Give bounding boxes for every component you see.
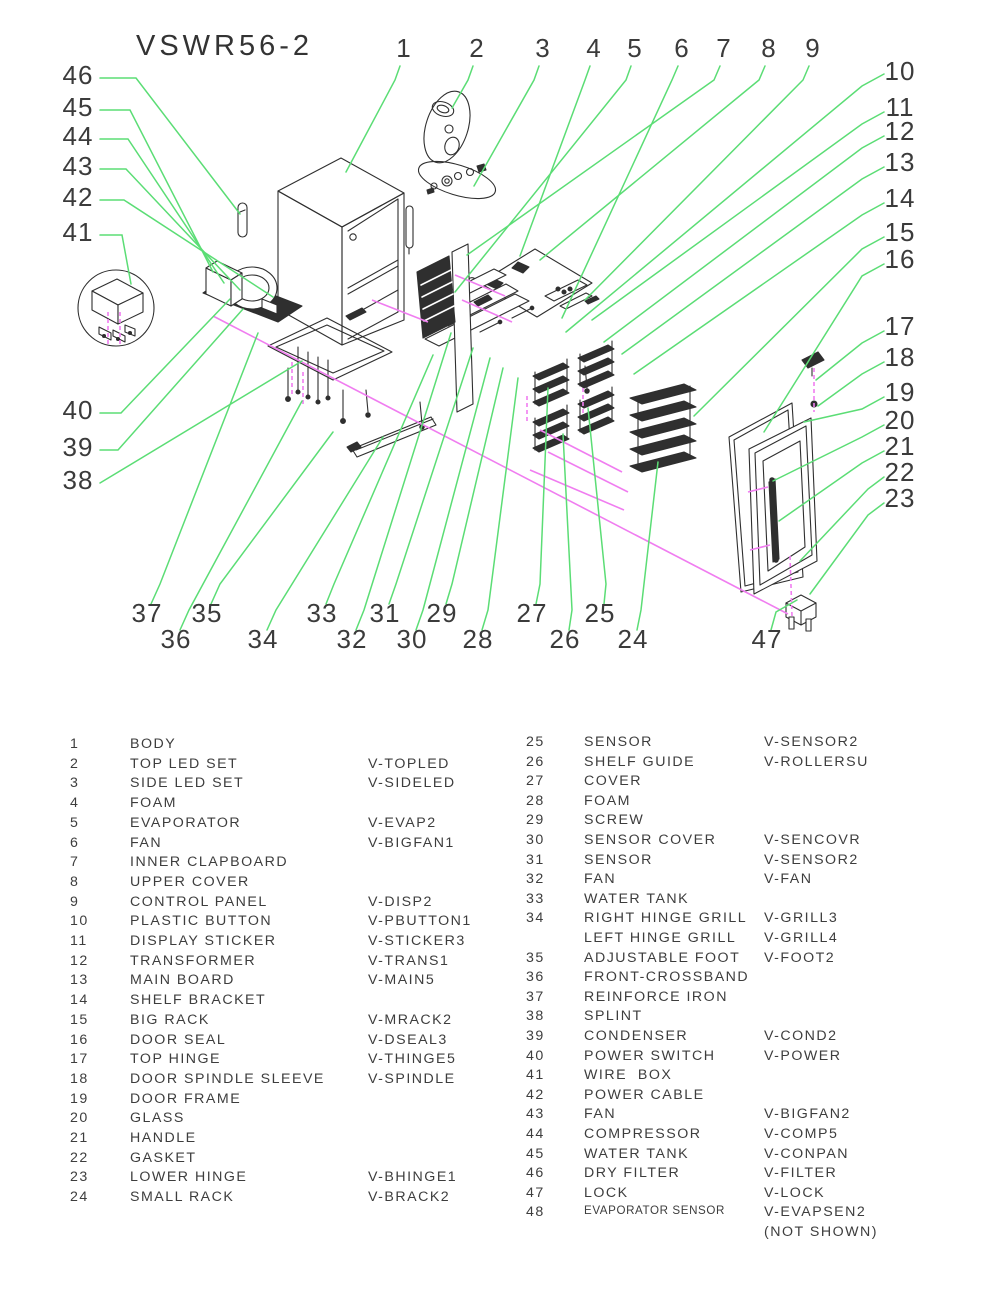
part-no-44: 44: [526, 1126, 545, 1142]
wire-box-detail: [78, 270, 154, 346]
part-code-5: V-EVAP2: [368, 814, 437, 831]
part-name-37: REINFORCE IRON: [584, 988, 728, 1005]
part-no-36: 36: [526, 969, 545, 986]
leader-line-36: [180, 401, 302, 630]
part-name-15: BIG RACK: [130, 1011, 210, 1028]
part-name-48: EVAPORATOR SENSOR: [584, 1204, 725, 1218]
part-name-12: TRANSFORMER: [130, 952, 257, 969]
callout-15: 15: [884, 217, 916, 247]
callout-2: 2: [469, 33, 485, 63]
top-led-detail: [416, 85, 479, 168]
part-no-31: 31: [526, 851, 545, 868]
callout-4: 4: [586, 33, 602, 63]
leader-line-2: [452, 66, 473, 108]
part-no-46: 46: [526, 1165, 545, 1182]
leader-line-7: [467, 66, 720, 255]
part-no-13: 13: [70, 972, 89, 989]
callout-38: 38: [62, 465, 94, 495]
part-no-35: 35: [526, 949, 545, 966]
part-no-28: 28: [526, 792, 545, 809]
part-code: V-GRILL4: [764, 930, 839, 946]
part-name-7: INNER CLAPBOARD: [130, 854, 289, 871]
part-no-42: 42: [526, 1086, 545, 1103]
part-code-24: V-BRACK2: [368, 1189, 451, 1206]
part-name-28: FOAM: [584, 792, 631, 809]
part-no-11: 11: [70, 933, 88, 949]
leader-line-9: [585, 66, 809, 300]
callout-5: 5: [627, 33, 643, 63]
leader-line-1: [346, 66, 400, 172]
part-no-47: 47: [526, 1184, 545, 1201]
inner-clapboard: [452, 244, 473, 412]
callout-35: 35: [191, 598, 223, 628]
part-code-13: V-MAIN5: [368, 972, 436, 989]
part-name-27: COVER: [584, 773, 642, 790]
callout-29: 29: [426, 598, 458, 628]
part-name-44: COMPRESSOR: [584, 1126, 702, 1142]
callout-1: 1: [396, 33, 412, 63]
part-no-2: 2: [70, 755, 80, 772]
leader-line-3: [474, 66, 539, 186]
callout-44: 44: [62, 121, 94, 151]
part-no-5: 5: [70, 814, 80, 831]
part-name-14: SHELF BRACKET: [130, 992, 267, 1009]
lower-hinge-lock: [786, 595, 816, 631]
leader-line-30: [416, 358, 490, 630]
leader-line-33: [326, 355, 433, 604]
part-code-30: V-SENCOVR: [764, 832, 862, 848]
top-hinge: [802, 352, 824, 407]
part-name-8: UPPER COVER: [130, 873, 250, 890]
part-code-35: V-FOOT2: [764, 949, 836, 966]
part-name-20: GLASS: [130, 1110, 185, 1127]
part-code-34: V-GRILL3: [764, 910, 839, 927]
callout-28: 28: [462, 624, 494, 654]
part-code-18: V-SPINDLE: [368, 1070, 456, 1087]
part-name-3: SIDE LED SET: [130, 775, 245, 792]
part-code-23: V-BHINGE1: [368, 1169, 458, 1186]
part-name-35: ADJUSTABLE FOOT: [584, 949, 741, 966]
part-no-14: 14: [70, 992, 89, 1009]
leader-line-6: [562, 66, 678, 318]
callout-9: 9: [805, 33, 821, 63]
part-no-4: 4: [70, 795, 80, 812]
part-code-44: V-COMP5: [764, 1126, 839, 1142]
part-no-29: 29: [526, 812, 545, 829]
part-no-38: 38: [526, 1008, 545, 1025]
callout-22: 22: [884, 457, 916, 487]
part-no-34: 34: [526, 910, 545, 927]
part-no-15: 15: [70, 1011, 89, 1028]
callout-45: 45: [62, 92, 94, 122]
part-no-32: 32: [526, 871, 545, 888]
part-code-2: V-TOPLED: [368, 755, 450, 772]
part-no-26: 26: [526, 753, 545, 770]
leader-line-24: [637, 462, 658, 630]
leader-line-28: [482, 378, 518, 630]
part-name-29: SCREW: [584, 812, 645, 829]
small-racks: [533, 341, 614, 452]
callout-11: 11: [885, 92, 915, 122]
construction-line: [540, 430, 622, 472]
callout-17: 17: [884, 311, 916, 341]
part-no-43: 43: [526, 1106, 545, 1123]
leader-line-44: [100, 139, 224, 283]
door-frame: [749, 418, 817, 594]
part-name-31: SENSOR: [584, 851, 653, 868]
part-no-21: 21: [70, 1130, 89, 1146]
part-name-33: WATER TANK: [584, 890, 690, 907]
part-no-16: 16: [70, 1031, 89, 1048]
part-name-6: FAN: [130, 834, 163, 851]
callout-32: 32: [336, 624, 368, 654]
part-name-21: HANDLE: [130, 1130, 197, 1146]
part-code-17: V-THINGE5: [368, 1051, 457, 1068]
leader-line-41: [100, 235, 131, 284]
part-no-37: 37: [526, 988, 545, 1005]
part-name-26: SHELF GUIDE: [584, 753, 696, 770]
part-name-1: BODY: [130, 736, 177, 752]
callout-39: 39: [62, 432, 94, 462]
part-no-30: 30: [526, 832, 545, 848]
callout-18: 18: [884, 342, 916, 372]
part-code-12: V-TRANS1: [368, 952, 450, 969]
part-no-23: 23: [70, 1169, 89, 1186]
part-code-26: V-ROLLERSU: [764, 753, 869, 770]
part-name-39: CONDENSER: [584, 1028, 689, 1044]
part-no-27: 27: [526, 773, 545, 790]
part-code-43: V-BIGFAN2: [764, 1106, 851, 1123]
callout-46: 46: [62, 60, 94, 90]
part-name-17: TOP HINGE: [130, 1051, 222, 1068]
part-code-40: V-POWER: [764, 1047, 842, 1064]
part-name-25: SENSOR: [584, 734, 653, 750]
big-rack-stack: [630, 384, 696, 472]
callout-12: 12: [884, 116, 916, 146]
leader-line-32: [356, 333, 451, 630]
callout-24: 24: [617, 624, 649, 654]
part-no-45: 45: [526, 1145, 545, 1162]
callout-20: 20: [884, 405, 916, 435]
part-no-6: 6: [70, 834, 80, 851]
part-code-46: V-FILTER: [764, 1165, 838, 1182]
side-led-detail: [414, 154, 499, 206]
callout-23: 23: [884, 483, 916, 513]
part-name-16: DOOR SEAL: [130, 1031, 227, 1048]
part-name-13: MAIN BOARD: [130, 972, 235, 989]
part-no-25: 25: [526, 734, 545, 750]
part-name-42: POWER CABLE: [584, 1086, 705, 1103]
part-no-3: 3: [70, 775, 80, 792]
callout-42: 42: [62, 182, 94, 212]
part-no-18: 18: [70, 1070, 89, 1087]
part-code-16: V-DSEAL3: [368, 1031, 448, 1048]
callout-25: 25: [584, 598, 616, 628]
part-code-32: V-FAN: [764, 871, 813, 888]
callout-27: 27: [516, 598, 548, 628]
cabinet-left-panel: [278, 191, 342, 345]
leader-line-39: [100, 309, 243, 450]
cabinet-top: [278, 158, 404, 227]
callout-10: 10: [884, 56, 916, 86]
part-name-47: LOCK: [584, 1184, 629, 1201]
part-name-43: FAN: [584, 1106, 617, 1123]
part-name-41: WIRE BOX: [584, 1067, 673, 1084]
leader-line-14: [634, 203, 884, 374]
callout-3: 3: [535, 33, 551, 63]
callout-40: 40: [62, 395, 94, 425]
leader-line-46: [100, 78, 240, 214]
callout-43: 43: [62, 151, 94, 181]
led-strip-rod: [406, 206, 413, 248]
part-code-9: V-DISP2: [368, 893, 433, 910]
part-no-19: 19: [70, 1090, 89, 1107]
part-code-3: V-SIDELED: [368, 775, 456, 792]
part-no-9: 9: [70, 893, 80, 910]
part-name-46: DRY FILTER: [584, 1165, 681, 1182]
vent-hole: [350, 234, 356, 240]
part-code-48: V-EVAPSEN2: [764, 1204, 867, 1221]
leader-line-11: [592, 112, 884, 320]
callout-47: 47: [751, 624, 783, 654]
callout-30: 30: [396, 624, 428, 654]
part-name-18: DOOR SPINDLE SLEEVE: [130, 1070, 325, 1087]
part-code-39: V-COND2: [764, 1028, 838, 1044]
leader-line-10: [566, 74, 884, 332]
part-no-24: 24: [70, 1189, 89, 1206]
callout-31: 31: [369, 598, 401, 628]
leader-line-17: [816, 331, 884, 380]
part-no-48: 48: [526, 1204, 545, 1221]
part-code: (NOT SHOWN): [764, 1224, 878, 1240]
part-name-30: SENSOR COVER: [584, 832, 717, 848]
part-no-1: 1: [70, 736, 80, 752]
leader-line-31: [389, 348, 473, 604]
part-code-31: V-SENSOR2: [764, 851, 859, 868]
part-code-15: V-MRACK2: [368, 1011, 453, 1028]
part-no-40: 40: [526, 1047, 545, 1064]
part-name-9: CONTROL PANEL: [130, 893, 268, 910]
part-name-19: DOOR FRAME: [130, 1090, 242, 1107]
part-no-10: 10: [70, 913, 89, 930]
leader-line-13: [622, 167, 884, 354]
leader-line-25: [588, 408, 606, 604]
part-code-6: V-BIGFAN1: [368, 834, 455, 851]
callout-13: 13: [884, 147, 916, 177]
part-name-2: TOP LED SET: [130, 755, 239, 772]
part-code-10: V-PBUTTON1: [368, 913, 472, 930]
construction-line: [213, 316, 788, 614]
callout-14: 14: [884, 183, 916, 213]
part-name-10: PLASTIC BUTTON: [130, 913, 273, 930]
callout-7: 7: [716, 33, 732, 63]
part-no-8: 8: [70, 873, 80, 890]
callout-34: 34: [247, 624, 279, 654]
part-name-40: POWER SWITCH: [584, 1047, 716, 1064]
callout-19: 19: [884, 377, 916, 407]
drawing: [78, 85, 824, 631]
callout-16: 16: [884, 244, 916, 274]
callout-37: 37: [131, 598, 163, 628]
leader-line-19: [804, 397, 884, 422]
part-code-11: V-STICKER3: [368, 933, 466, 949]
part-name-36: FRONT-CROSSBAND: [584, 969, 750, 986]
part-no-22: 22: [70, 1149, 89, 1166]
part-name-38: SPLINT: [584, 1008, 643, 1025]
part-name-11: DISPLAY STICKER: [130, 933, 277, 949]
leader-line-23: [810, 503, 884, 594]
part-name-23: LOWER HINGE: [130, 1169, 248, 1186]
callout-36: 36: [160, 624, 192, 654]
part-code-45: V-CONPAN: [764, 1145, 850, 1162]
part-name-32: FAN: [584, 871, 617, 888]
part-name: LEFT HINGE GRILL: [584, 930, 737, 946]
callout-33: 33: [306, 598, 338, 628]
part-name-4: FOAM: [130, 795, 177, 812]
part-name-34: RIGHT HINGE GRILL: [584, 910, 748, 927]
leader-line-15: [694, 237, 884, 416]
callout-21: 21: [884, 431, 916, 461]
part-code-47: V-LOCK: [764, 1184, 826, 1201]
callout-6: 6: [674, 33, 690, 63]
part-no-7: 7: [70, 854, 80, 871]
compressor-assembly: [203, 261, 302, 322]
leader-line-37: [151, 333, 258, 604]
part-no-20: 20: [70, 1110, 89, 1127]
part-no-41: 41: [526, 1067, 545, 1084]
part-no-17: 17: [70, 1051, 89, 1068]
part-name-5: EVAPORATOR: [130, 814, 242, 831]
part-name-22: GASKET: [130, 1149, 197, 1166]
callout-8: 8: [761, 33, 777, 63]
construction-line: [548, 452, 628, 492]
callout-26: 26: [549, 624, 581, 654]
part-name-45: WATER TANK: [584, 1145, 690, 1162]
part-name-24: SMALL RACK: [130, 1189, 235, 1206]
part-no-12: 12: [70, 952, 89, 969]
callout-41: 41: [62, 217, 94, 247]
dry-filter: [238, 203, 247, 237]
part-code-25: V-SENSOR2: [764, 734, 859, 750]
diagram-title: VSWR56-2: [136, 30, 314, 62]
leader-line-38: [100, 361, 302, 483]
part-no-39: 39: [526, 1028, 545, 1044]
cabinet-opening: [342, 193, 404, 345]
leader-line-18: [818, 362, 884, 406]
part-no-33: 33: [526, 890, 545, 907]
